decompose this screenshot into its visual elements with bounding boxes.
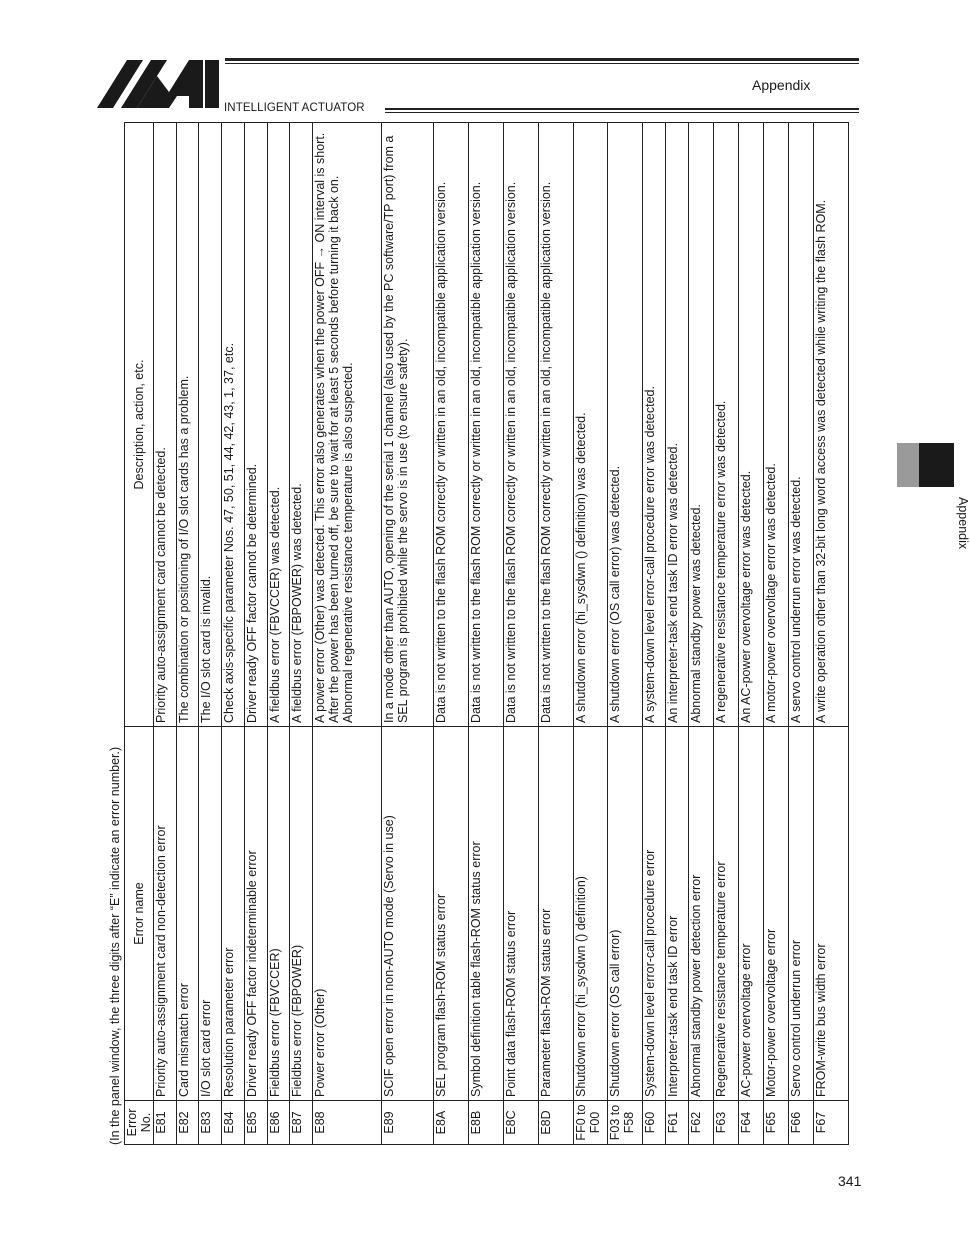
table-row [789,123,814,1145]
error-name: Abnormal standby power detection error [689,727,714,1101]
error-description: A power error (Other) was detected. This error also generates when the power OFF → ON interval is short. After the power has been turned off, be sure to wait for at least 5 seconds before turning it back on. Abnormal regenerative resistance temperature is also suspected. [313,123,382,727]
error-description: A system-down level error-call procedure error was detected. [643,123,666,727]
brand-name: INTELLIGENT ACTUATOR [224,102,365,114]
error-name: Parameter flash-ROM status error [539,727,574,1101]
table-row [469,123,504,1145]
table-row [539,123,574,1145]
error-number: F60 [643,1101,666,1145]
table-row [504,123,539,1145]
page-number: 341 [838,1173,862,1189]
error-description: The I/O slot card is invalid. [199,123,222,727]
section-title: Appendix [752,77,811,93]
error-description: Abnormal standby power was detected. [689,123,714,727]
error-name: FROM-write bus width error [814,727,849,1101]
table-row [154,123,177,1145]
error-number: FF0 to F00 [574,1101,608,1145]
error-name: Shutdown error (hi_sysdwn () definition) [574,727,608,1101]
table-row [574,123,608,1145]
error-description: A write operation other than 32-bit long word access was detected while writing the flash ROM. [814,123,849,727]
company-logo [97,58,219,110]
error-name: Point data flash-ROM status error [504,727,539,1101]
rotated-table-block [106,122,848,1145]
error-name: Interpreter-task end task ID error [666,727,689,1101]
table-row [177,123,199,1145]
error-description: Data is not written to the flash ROM correctly or written in an old, incompatible application version. [539,123,574,727]
error-description: In a mode other than AUTO, opening of the serial 1 channel (also used by the PC software/TP port) from a SEL program is prohibited while the servo is in use (to ensure safety). [382,123,434,727]
error-description: A regenerative resistance temperature error was detected. [714,123,739,727]
error-description: A shutdown error (hi_sysdwn () definition) was detected. [574,123,608,727]
error-description: The combination or positioning of I/O slot cards has a problem. [177,123,199,727]
error-number: F62 [689,1101,714,1145]
side-tab-marker [919,443,954,487]
table-row [268,123,290,1145]
error-name: Driver ready OFF factor indeterminable error [245,727,268,1101]
error-name: SCIF open error in non-AUTO mode (Servo in use) [382,727,434,1101]
error-number: F64 [739,1101,764,1145]
error-description: Check axis-specific parameter Nos. 47, 50, 51, 44, 42, 43, 1, 37, etc. [222,123,245,727]
table-row [739,123,764,1145]
error-name: System-down level error-call procedure error [643,727,666,1101]
error-number: E8C [504,1101,539,1145]
error-number: E86 [268,1101,290,1145]
error-number: E83 [199,1101,222,1145]
error-number: F63 [714,1101,739,1145]
error-number: E88 [313,1101,382,1145]
table-row [382,123,434,1145]
error-description: Data is not written to the flash ROM correctly or written in an old, incompatible application version. [469,123,504,727]
error-name: SEL program flash-ROM status error [434,727,469,1101]
column-header-error-no: Error No. [125,1101,154,1145]
error-number: E8A [434,1101,469,1145]
table-row [199,123,222,1145]
error-number: E81 [154,1101,177,1145]
error-name: I/O slot card error [199,727,222,1101]
error-description: A shutdown error (OS call error) was detected. [608,123,643,727]
error-number: E84 [222,1101,245,1145]
error-name: Power error (Other) [313,727,382,1101]
header-rule-top [225,58,859,61]
error-description: A motor-power overvoltage error was detected. [764,123,789,727]
error-description: A fieldbus error (FBVCCER) was detected. [268,123,290,727]
error-description: A fieldbus error (FBPOWER) was detected. [290,123,313,727]
error-description: A servo control underrun error was detected. [789,123,814,727]
table-row [222,123,245,1145]
error-number: E8B [469,1101,504,1145]
error-number: F66 [789,1101,814,1145]
error-number: F67 [814,1101,849,1145]
error-name: AC-power overvoltage error [739,727,764,1101]
table-row [814,123,849,1145]
error-name: Fieldbus error (FBPOWER) [290,727,313,1101]
error-name: Servo control underrun error [789,727,814,1101]
error-description: An AC-power overvoltage error was detected. [739,123,764,727]
table-row [764,123,789,1145]
error-name: Card mismatch error [177,727,199,1101]
column-header-description: Description, action, etc. [125,123,154,727]
error-name: Fieldbus error (FBVCCER) [268,727,290,1101]
brand-rule-thin [385,112,859,113]
error-table [124,122,849,1145]
table-row [666,123,689,1145]
error-name: Shutdown error (OS call error) [608,727,643,1101]
table-row [245,123,268,1145]
table-row [434,123,469,1145]
header-rule-top-thin [225,63,859,64]
side-tab-marker-grey [897,443,919,487]
error-number: E87 [290,1101,313,1145]
table-row [290,123,313,1145]
brand-rule [385,108,859,110]
error-description: Data is not written to the flash ROM correctly or written in an old, incompatible application version. [504,123,539,727]
table-row [689,123,714,1145]
error-description: An interpreter-task end task ID error was detected. [666,123,689,727]
table-note: (In the panel window, the three digits after “E” indicate an error number.) [108,746,122,1145]
error-number: E89 [382,1101,434,1145]
side-tab-label: Appendix [956,497,970,550]
error-name: Priority auto-assignment card non-detection error [154,727,177,1101]
error-number: E8D [539,1101,574,1145]
table-row [714,123,739,1145]
error-name: Motor-power overvoltage error [764,727,789,1101]
error-number: E82 [177,1101,199,1145]
column-header-error-name: Error name [125,727,154,1101]
table-header-row [125,123,154,1145]
error-description: Driver ready OFF factor cannot be determined. [245,123,268,727]
error-number: E85 [245,1101,268,1145]
table-row [313,123,382,1145]
error-number: F65 [764,1101,789,1145]
table-row [608,123,643,1145]
error-name: Regenerative resistance temperature error [714,727,739,1101]
error-number: F03 to F58 [608,1101,643,1145]
table-row [643,123,666,1145]
error-name: Resolution parameter error [222,727,245,1101]
error-description: Data is not written to the flash ROM correctly or written in an old, incompatible application version. [434,123,469,727]
error-number: F61 [666,1101,689,1145]
error-name: Symbol definition table flash-ROM status error [469,727,504,1101]
error-description: Priority auto-assignment card cannot be detected. [154,123,177,727]
